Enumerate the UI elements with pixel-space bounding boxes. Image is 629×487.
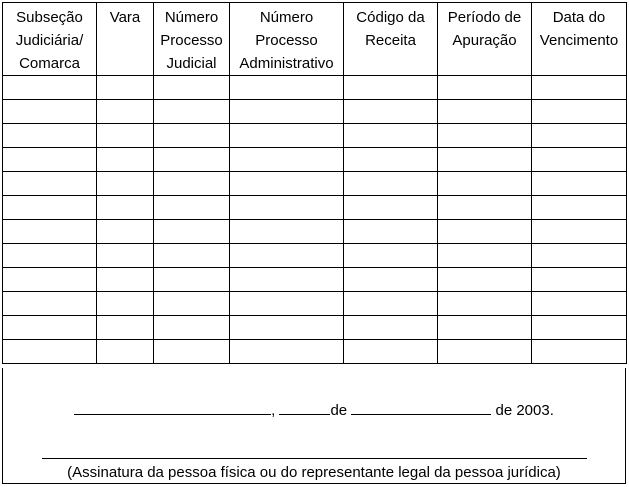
table-cell[interactable] [438,268,532,292]
day-blank[interactable] [279,399,330,415]
table-cell[interactable] [3,100,97,124]
table-cell[interactable] [230,340,344,364]
table-cell[interactable] [230,316,344,340]
table-cell[interactable] [3,268,97,292]
table-cell[interactable] [344,268,438,292]
table-cell[interactable] [3,244,97,268]
table-cell[interactable] [532,196,627,220]
table-cell[interactable] [438,316,532,340]
table-cell[interactable] [532,268,627,292]
table-row [3,172,627,196]
table-cell[interactable] [344,292,438,316]
table-cell[interactable] [154,172,230,196]
table-cell[interactable] [3,148,97,172]
table-cell[interactable] [230,292,344,316]
table-cell[interactable] [97,100,154,124]
table-cell[interactable] [154,316,230,340]
table-cell[interactable] [532,76,627,100]
table-cell[interactable] [344,244,438,268]
table-cell[interactable] [154,268,230,292]
table-cell[interactable] [154,124,230,148]
table-row [3,244,627,268]
table-cell[interactable] [230,196,344,220]
date-line [3,399,625,419]
table-cell[interactable] [344,316,438,340]
table-row [3,340,627,364]
table-row [3,292,627,316]
header-numero-processo-administrativo: Número Processo Administrativo [230,3,344,76]
table-cell[interactable] [230,268,344,292]
table-row [3,124,627,148]
table-cell[interactable] [344,76,438,100]
table-cell[interactable] [230,124,344,148]
table-cell[interactable] [438,172,532,196]
table-cell[interactable] [97,292,154,316]
header-numero-processo-judicial: Número Processo Judicial [154,3,230,76]
table-cell[interactable] [3,76,97,100]
month-blank[interactable] [351,399,491,415]
table-cell[interactable] [154,148,230,172]
table-cell[interactable] [532,292,627,316]
table-cell[interactable] [97,268,154,292]
table-cell[interactable] [438,100,532,124]
table-cell[interactable] [3,316,97,340]
signature-section [2,368,626,484]
table-cell[interactable] [532,316,627,340]
table-cell[interactable] [438,124,532,148]
table-cell[interactable] [438,76,532,100]
table-cell[interactable] [154,220,230,244]
table-cell[interactable] [97,76,154,100]
table-cell[interactable] [154,244,230,268]
table-cell[interactable] [438,292,532,316]
table-cell[interactable] [3,340,97,364]
table-cell[interactable] [154,292,230,316]
header-data-vencimento: Data do Vencimento [532,3,627,76]
signature-line[interactable] [42,458,587,459]
table-cell[interactable] [230,172,344,196]
table-cell[interactable] [344,340,438,364]
table-cell[interactable] [154,100,230,124]
table-cell[interactable] [438,220,532,244]
table-cell[interactable] [97,124,154,148]
table-cell[interactable] [154,76,230,100]
table-cell[interactable] [438,244,532,268]
table-cell[interactable] [230,220,344,244]
table-cell[interactable] [230,244,344,268]
year-label: de 2003. [491,402,554,419]
table-cell[interactable] [154,196,230,220]
table-cell[interactable] [97,148,154,172]
table-cell[interactable] [230,100,344,124]
table-cell[interactable] [97,244,154,268]
header-periodo-apuracao: Período de Apuração [438,3,532,76]
table-cell[interactable] [97,316,154,340]
table-cell[interactable] [154,340,230,364]
table-cell[interactable] [3,220,97,244]
table-cell[interactable] [344,220,438,244]
header-codigo-receita: Código da Receita [344,3,438,76]
process-table [2,2,627,364]
table-cell[interactable] [532,100,627,124]
date-de-label: de [330,402,348,419]
date-separator: , [271,402,280,419]
table-cell[interactable] [97,196,154,220]
table-row [3,268,627,292]
table-row [3,100,627,124]
table-row [3,76,627,100]
form-frame [2,2,626,485]
table-row [3,148,627,172]
table-cell[interactable] [97,220,154,244]
table-cell[interactable] [230,148,344,172]
table-cell[interactable] [532,220,627,244]
header-subsecao: Subseção Judiciária/ Comarca [3,3,97,76]
table-cell[interactable] [97,340,154,364]
table-row [3,196,627,220]
table-cell[interactable] [97,172,154,196]
table-cell[interactable] [532,244,627,268]
table-cell[interactable] [3,172,97,196]
table-cell[interactable] [344,124,438,148]
table-cell[interactable] [438,340,532,364]
table-cell[interactable] [438,196,532,220]
table-cell[interactable] [438,148,532,172]
table-cell[interactable] [3,124,97,148]
signature-caption: (Assinatura da pessoa física ou do representante legal da pessoa jurídica) [67,464,561,481]
table-cell[interactable] [3,196,97,220]
place-blank[interactable] [74,399,271,415]
table-row [3,220,627,244]
table-cell[interactable] [532,124,627,148]
table-cell[interactable] [532,172,627,196]
table-row [3,316,627,340]
table-cell[interactable] [344,148,438,172]
table-cell[interactable] [532,340,627,364]
table-cell[interactable] [344,172,438,196]
table-cell[interactable] [532,148,627,172]
table-cell[interactable] [3,292,97,316]
table-cell[interactable] [344,196,438,220]
header-vara: Vara [97,3,154,76]
table-cell[interactable] [230,76,344,100]
table-cell[interactable] [344,100,438,124]
header-row [3,3,627,76]
table-body [3,76,627,364]
